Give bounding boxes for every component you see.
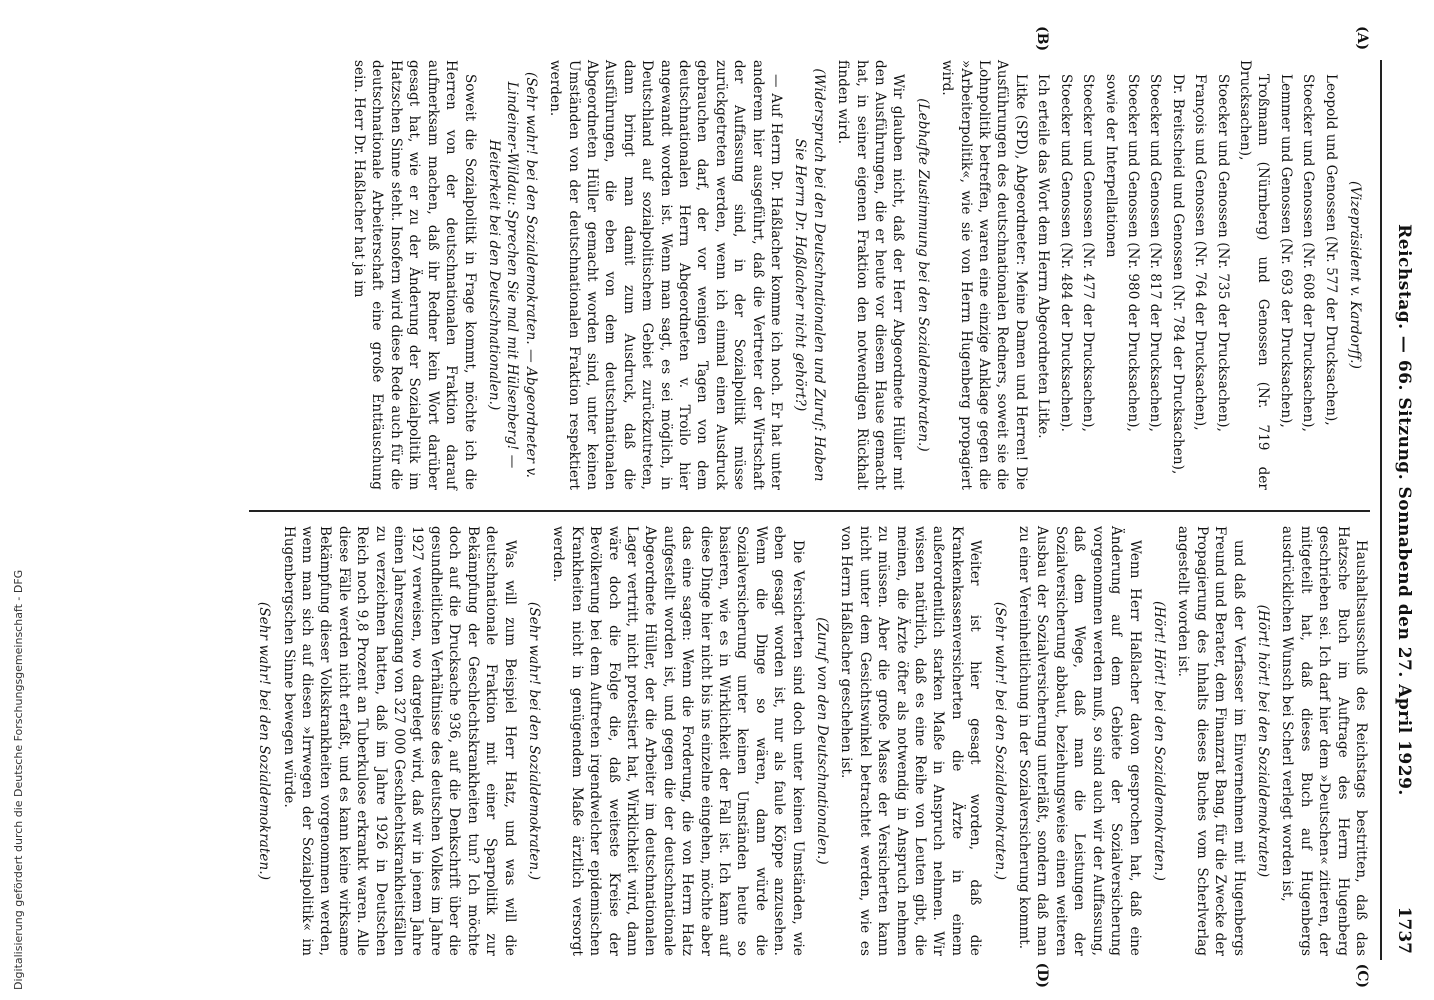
paragraph: (Sehr wahr! bei den Sozialdemokraten. — Abgeordneter v. Lindeiner-Wildau: Sprechen Sie mal mit Hülsenberg! — Heiterkeit bei den Deutschnationalen.) xyxy=(485,71,539,479)
paragraph: — Auf Herrn Dr. Haßlacher komme ich noch. Er hat unter anderem hier ausgeführt, daß die Vertreter der Wirtschaft der Auffassung sind, in der Sozialpolitik müsse zurückgetreten werden, wenn ich einmal einen Ausdruck gebrauchen darf, der vor wenigen Tagen von dem deutschnationalen Herrn Abgeordneten v. Troilo hier angewandt worden ist. Wenn man sagt, es sei möglich, in Deutschland auf sozialpolitischem Gebiet zurückzutreten, dann bringt man damit zum Ausdruck, daß die Ausführungen, die eben von dem deutschnationalen Abgeordneten Hüller gemacht worden sind, unter keinen Umständen von der deutschnationalen Fraktion respektiert werden. xyxy=(547,60,785,490)
paragraph: Dr. Breitscheid und Genossen (Nr. 784 der Drucksachen), xyxy=(1169,74,1186,475)
paragraph: Weiter ist hier gesagt worden, daß die Krankenkassenversicherten die Ärzte in einem außerordentlich starken Maße in Anspruch nehmen. Wir wissen natürlich, daß es eine Reihe von Leuten gibt, die meinen, die Ärzte öfter als notwendig in Anspruch nehmen zu müssen. Aber die große Masse der Versicherten kann nicht unter dem Gesichtswinkel betrachtet werden, wie es von Herrn Haßlacher geschehen ist. xyxy=(838,526,984,956)
paragraph: Stoecker und Genossen (Nr. 980 der Drucksachen), xyxy=(1124,74,1141,433)
left-column xyxy=(346,60,1370,490)
paragraph: Wenn Herr Haßlacher davon gesprochen hat, daß eine Änderung auf dem Gebiete der Sozialversicherung vorgenommen werden muß, so sind auch wir der Auffassung, daß dem Wege, daß man die Leistungen der Sozialversicherung abbaut, beziehungsweise einen weiteren Ausbau der Sozialversicherung unterläßt, sondern daß man zu einer Vereinheitlichung in der Sozialversicherung kommt. xyxy=(1016,526,1143,956)
paragraph: Stoecker und Genossen (Nr. 735 der Drucksachen), xyxy=(1214,74,1231,433)
paragraph: Lemmer und Genossen (Nr. 693 der Drucksachen), xyxy=(1277,74,1294,428)
paragraph: Haushaltsausschuß des Reichstags bestritten, daß das Hatzsche Buch im Auftrage des Herrn Hugenberg geschrieben sei. Ich darf hier dem »Deutschen« zitieren, der mitgeteilt hat, daß dieses Buch auf Hugenbergs ausdrücklichen Wunsch bei Scherl verlegt worden ist, xyxy=(1279,526,1369,956)
paragraph: Stoecker und Genossen (Nr. 817 der Drucksachen), xyxy=(1147,74,1164,433)
paragraph: Troßmann (Nürnberg) und Genossen (Nr. 719 der Drucksachen), xyxy=(1236,60,1272,490)
paragraph: Stoecker und Genossen (Nr. 608 der Drucksachen), xyxy=(1300,74,1317,433)
paragraph: (Vizepräsident v. Kardorff.) xyxy=(1347,181,1363,369)
page-header xyxy=(1380,60,1416,960)
paragraph: Wir glauben nicht, daß der Herr Abgeordnete Hüller mit den Ausführungen, die er heute vor diesem Hause gemacht hat, in seiner eigenen Fraktion den notwendigen Rückhalt finden wird. xyxy=(835,60,907,490)
paragraph: Litke (SPD), Abgeordneter: Meine Damen und Herren! Die Ausführungen des deutschnationalen Redners, soweit sie die Lohnpolitik betreffen, waren eine einzige Anklage gegen die »Arbeiterpolitik«, wie sie von Herrn Hugenberg propagiert wird. xyxy=(939,60,1029,490)
paragraph: (Hört! hört! bei den Sozialdemokraten) xyxy=(1254,604,1271,878)
paragraph: Stoecker und Genossen (Nr. 477 der Drucksachen), xyxy=(1080,74,1097,433)
paragraph: Ich erteile das Wort dem Herrn Abgeordneten Litke. xyxy=(1035,74,1052,439)
paragraph: (Lebhafte Zustimmung bei den Sozialdemokraten.) xyxy=(914,98,931,452)
paragraph: Was will zum Beispiel Herr Hatz, und was will die deutschnationale Fraktion mit einer Sparpolitik zur Bekämpfung der Geschlechtskrankheiten tun? Ich möchte doch auf die Drucksache 936, auf die Denkschrift über die gesundheitlichen Verhältnisse des deutschen Volkes im Jahre 1927 verweisen, wo dargelegt wird, daß wir in jenem Jahre einen Jahreszugang von 327 000 Geschlechtskrankheitsfällen zu verzeichnen hatten, daß im Jahre 1926 in Deutschen Reich noch 9,8 Prozent an Tuberkulose erkrankt waren. Alle diese Fälle werden nicht erfaßt, und es kann keine wirksame Bekämpfung dieser Volkskrankheiten vorgenommen werden, wenn man sich auf diesen »Irrwegen der Sozialpolitik« im Hugenbergschen Sinne bewegen würde. xyxy=(280,526,518,956)
page-number: 1737 xyxy=(1394,906,1414,954)
paragraph: Leopold und Genossen (Nr. 577 der Drucksachen), xyxy=(1322,74,1339,426)
margin-marker-a: (A) xyxy=(1354,26,1370,51)
credit-text: Digitalisierung gefördert durch die Deutsche Forschungsgemeinschaft - DFG xyxy=(12,569,25,990)
paragraph: Soweit die Sozialpolitik in Frage kommt, möchte ich die Herren von der deutschnationalen Fraktion darauf aufmerksam machen, daß ihr Redner kein Wort darüber gesagt hat, wie er zu der Änderung der Sozialpolitik im Hatzschen Sinne steht. Insofern wird diese Rede auch für die deutschnationale Arbeiterschaft eine große Enttäuschung sein. Herr Dr. Haßlacher hat ja im xyxy=(351,60,478,490)
right-column xyxy=(249,510,1370,956)
header-title: Reichstag. — 66. Sitzung. Sonnabend den 27. April 1929. xyxy=(1394,224,1414,796)
margin-marker-d: (D) xyxy=(1034,962,1050,988)
paragraph: (Sehr wahr! bei den Sozialdemokraten.) xyxy=(525,601,542,881)
margin-marker-c: (C) xyxy=(1354,963,1370,988)
paragraph: François und Genossen (Nr. 764 der Drucksachen), xyxy=(1192,74,1209,431)
paragraph: Stoecker und Genossen (Nr. 484 der Drucksachen). xyxy=(1057,74,1074,433)
paragraph: (Widerspruch bei den Deutschnationalen und Zuruf: Haben Sie Herrn Dr. Haßlacher nicht gehört?) xyxy=(792,68,827,482)
paragraph: (Sehr wahr! bei den Sozialdemokraten.) xyxy=(256,601,273,881)
margin-marker-b: (B) xyxy=(1034,26,1050,52)
paragraph: (Zuruf von den Deutschnationalen.) xyxy=(814,617,831,865)
digitization-credit xyxy=(12,0,25,990)
paragraph: sowie der Interpellationen xyxy=(1102,74,1119,258)
paragraph: Die Versicherten sind doch unter keinen Umständen, wie eben gesagt worden ist, nur als faule Köppe anzusehen. Wenn die Dinge so wären, dann würde die Sozialversicherung unter keinen Umständen heute so basieren, wie es in Wirklichkeit der Fall ist. Ich kann auf diese Dinge hier nicht bis ins einzelne eingehen, möchte aber das eine sagen: Wenn die Forderung, die von Herrn Hatz aufgestellt worden ist, und gegen die der deutschnationale Abgeordnete Hüller, der die Arbeiter im deutschnationalen Lager vertritt, nicht protestiert hat, Wirklichkeit wird, dann wäre doch die Folge die, daß weiteste Kreise der Bevölkerung bei dem Auftreten irgendwelcher epidemischen Krankheiten nicht in genügendem Maße ärztlich versorgt werden. xyxy=(550,526,806,956)
paragraph: (Sehr wahr! bei den Sozialdemokraten.) xyxy=(991,601,1008,881)
paragraph: (Hört! Hört! bei den Sozialdemokraten.) xyxy=(1150,600,1167,882)
paragraph: und daß der Verfasser im Einvernehmen mit Hugenbergs Freund und Berater, dem Finanzrat Bang, für die Zwecke der Propagierung des Inhalts dieses Buches vom Scherlverlag angestellt worden ist. xyxy=(1175,526,1247,956)
